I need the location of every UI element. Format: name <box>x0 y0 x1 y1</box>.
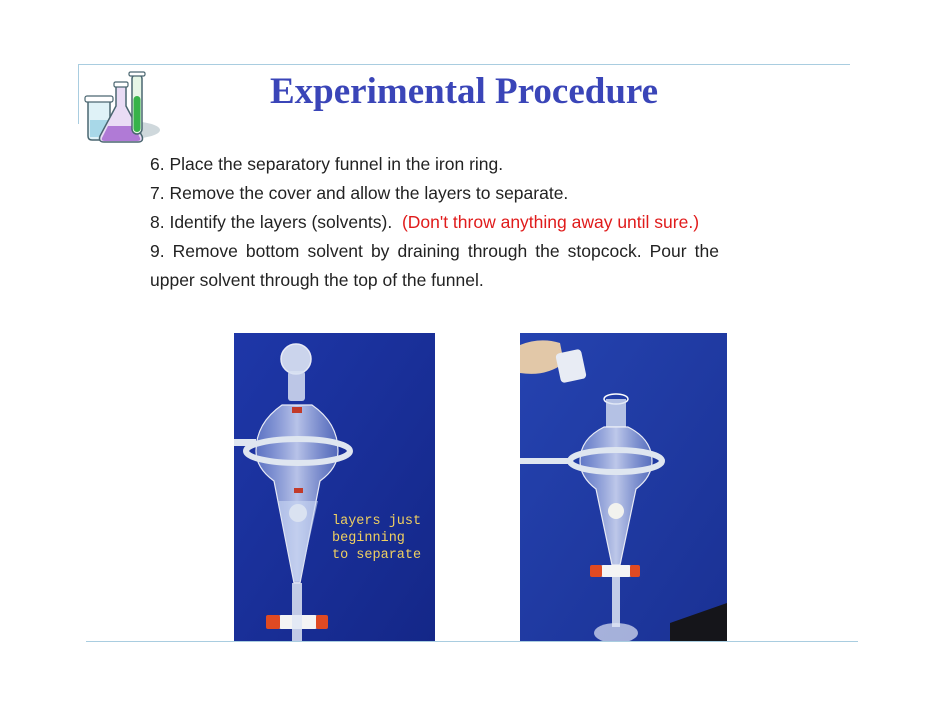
step-8-warning: (Don't throw anything away until sure.) <box>401 212 700 232</box>
photo-caption: layers just beginning to separate <box>332 514 422 563</box>
funnel-photo-right <box>520 333 727 641</box>
separatory-funnel-illustration <box>234 333 435 641</box>
step-6: 6. Place the separatory funnel in the iron ring. <box>150 154 504 174</box>
step-9: 9. Remove bottom solvent by draining through the stopcock. Pour the <box>150 241 719 261</box>
slide-title: Experimental Procedure <box>270 71 659 112</box>
separatory-funnel-open-illustration <box>520 333 727 641</box>
left-rule <box>78 64 79 124</box>
step-9-continued: upper solvent through the top of the funnel. <box>150 270 484 290</box>
step-7: 7. Remove the cover and allow the layers to separate. <box>150 183 569 203</box>
step-8 <box>150 208 840 237</box>
procedure-steps <box>150 150 840 295</box>
lab-glassware-icon <box>84 68 164 148</box>
top-rule <box>78 64 850 65</box>
step-8-text: 8. Identify the layers (solvents). <box>150 212 393 232</box>
funnel-photo-left <box>234 333 435 641</box>
bottom-rule <box>86 641 858 642</box>
